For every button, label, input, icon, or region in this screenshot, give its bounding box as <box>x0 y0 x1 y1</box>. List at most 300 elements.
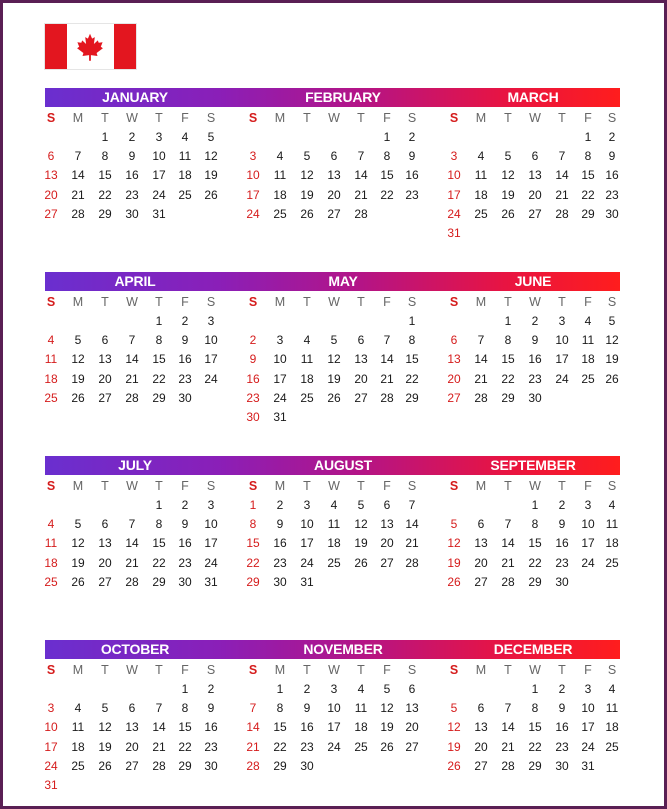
day-cell: 15 <box>528 720 542 734</box>
day-cell: 9 <box>408 149 416 163</box>
weekday-header: F <box>383 295 391 309</box>
day-cell: 12 <box>71 352 85 366</box>
weekday-header: S <box>407 111 417 125</box>
day-cell: 14 <box>501 536 515 550</box>
day-cell: 11 <box>273 168 287 182</box>
day-cell: 15 <box>273 720 287 734</box>
day-cell: 18 <box>178 168 192 182</box>
day-cell: 19 <box>204 168 218 182</box>
day-cell: 30 <box>125 207 139 221</box>
weekday-header: F <box>383 479 391 493</box>
day-cell: 9 <box>531 333 539 347</box>
day-cell: 16 <box>555 536 569 550</box>
day-cell: 4 <box>47 517 55 531</box>
day-cell: 14 <box>71 168 85 182</box>
day-cell: 14 <box>405 517 419 531</box>
weekday-header: F <box>584 295 592 309</box>
day-cell: 14 <box>125 352 139 366</box>
day-cell: 7 <box>408 498 416 512</box>
day-cell: 4 <box>74 701 82 715</box>
day-cell: 3 <box>249 149 257 163</box>
day-cell: 15 <box>178 720 192 734</box>
day-cell: 4 <box>181 130 189 144</box>
day-cell: 17 <box>204 536 218 550</box>
day-cell: 9 <box>558 517 566 531</box>
day-cell: 31 <box>44 778 58 792</box>
day-cell: 1 <box>249 498 257 512</box>
weekday-header: T <box>357 295 365 309</box>
day-cell: 29 <box>98 207 112 221</box>
day-cell: 2 <box>303 682 311 696</box>
weekday-header: F <box>181 663 189 677</box>
day-cell: 9 <box>249 352 257 366</box>
day-cell: 18 <box>327 536 341 550</box>
month-title: JULY <box>118 457 152 473</box>
day-cell: 13 <box>98 536 112 550</box>
day-cell: 9 <box>207 701 215 715</box>
day-cell: 23 <box>605 188 619 202</box>
day-cell: 19 <box>447 556 461 570</box>
day-cell: 16 <box>300 720 314 734</box>
canada-flag <box>44 23 137 70</box>
weekday-header: W <box>126 663 138 677</box>
day-cell: 19 <box>447 740 461 754</box>
day-cell: 28 <box>71 207 85 221</box>
day-cell: 1 <box>531 682 539 696</box>
day-cell: 7 <box>504 517 512 531</box>
day-cell: 20 <box>98 556 112 570</box>
day-cell: 24 <box>555 372 569 386</box>
day-cell: 12 <box>354 517 368 531</box>
weekday-header: S <box>46 663 56 677</box>
day-cell: 11 <box>474 168 488 182</box>
day-cell: 8 <box>584 149 592 163</box>
day-cell: 15 <box>98 168 112 182</box>
day-cell: 29 <box>528 759 542 773</box>
weekday-header: M <box>274 111 286 125</box>
day-cell: 20 <box>380 536 394 550</box>
day-cell: 12 <box>605 333 619 347</box>
weekday-header: M <box>475 479 487 493</box>
day-cell: 3 <box>276 333 284 347</box>
weekday-header: T <box>303 663 311 677</box>
day-cell: 30 <box>555 575 569 589</box>
day-cell: 21 <box>125 372 139 386</box>
weekday-header: T <box>357 479 365 493</box>
day-cell: 5 <box>504 149 512 163</box>
weekday-header: M <box>274 295 286 309</box>
weekday-header: T <box>504 479 512 493</box>
day-cell: 27 <box>327 207 341 221</box>
month-title: OCTOBER <box>100 641 170 657</box>
day-cell: 24 <box>246 207 260 221</box>
weekday-header: T <box>155 111 163 125</box>
weekday-header: T <box>558 295 566 309</box>
day-cell: 28 <box>152 759 166 773</box>
weekday-header: T <box>101 111 109 125</box>
day-cell: 28 <box>501 759 515 773</box>
day-cell: 24 <box>327 740 341 754</box>
day-cell: 29 <box>528 575 542 589</box>
weekday-header: S <box>206 111 216 125</box>
day-cell: 20 <box>447 372 461 386</box>
day-cell: 3 <box>558 314 566 328</box>
day-cell: 27 <box>474 759 488 773</box>
day-cell: 23 <box>273 556 287 570</box>
day-cell: 23 <box>246 391 260 405</box>
day-cell: 31 <box>273 410 287 424</box>
day-cell: 10 <box>204 333 218 347</box>
day-cell: 5 <box>608 314 616 328</box>
day-cell: 29 <box>405 391 419 405</box>
day-cell: 23 <box>555 740 569 754</box>
weekday-header: T <box>357 111 365 125</box>
day-cell: 18 <box>44 556 58 570</box>
day-cell: 17 <box>447 188 461 202</box>
day-cell: 29 <box>501 391 515 405</box>
day-cell: 28 <box>474 391 488 405</box>
day-cell: 6 <box>101 333 109 347</box>
day-cell: 9 <box>608 149 616 163</box>
day-cell: 8 <box>383 149 391 163</box>
day-cell: 3 <box>207 314 215 328</box>
day-cell: 6 <box>330 149 338 163</box>
day-cell: 17 <box>581 720 595 734</box>
month-title: MARCH <box>507 89 559 105</box>
day-cell: 28 <box>405 556 419 570</box>
weekday-header: F <box>181 295 189 309</box>
weekday-header: W <box>529 479 541 493</box>
day-cell: 9 <box>181 517 189 531</box>
day-cell: 24 <box>581 556 595 570</box>
day-cell: 16 <box>178 352 192 366</box>
day-cell: 7 <box>128 517 136 531</box>
weekday-header: W <box>126 295 138 309</box>
day-cell: 30 <box>605 207 619 221</box>
day-cell: 11 <box>605 701 619 715</box>
day-cell: 25 <box>605 740 619 754</box>
day-cell: 8 <box>504 333 512 347</box>
day-cell: 12 <box>327 352 341 366</box>
day-cell: 14 <box>246 720 260 734</box>
day-cell: 18 <box>605 720 619 734</box>
day-cell: 16 <box>273 536 287 550</box>
day-cell: 16 <box>405 168 419 182</box>
day-cell: 22 <box>152 372 166 386</box>
day-cell: 28 <box>354 207 368 221</box>
weekday-header: W <box>529 663 541 677</box>
day-cell: 28 <box>501 575 515 589</box>
day-cell: 13 <box>474 720 488 734</box>
day-cell: 11 <box>605 517 619 531</box>
day-cell: 28 <box>555 207 569 221</box>
weekday-header: S <box>407 663 417 677</box>
day-cell: 6 <box>357 333 365 347</box>
day-cell: 3 <box>47 701 55 715</box>
weekday-header: W <box>328 111 340 125</box>
day-cell: 28 <box>125 575 139 589</box>
day-cell: 11 <box>44 536 58 550</box>
day-cell: 9 <box>303 701 311 715</box>
day-cell: 20 <box>327 188 341 202</box>
flag-left-band <box>45 24 67 69</box>
day-cell: 2 <box>128 130 136 144</box>
day-cell: 3 <box>207 498 215 512</box>
day-cell: 11 <box>178 149 192 163</box>
day-cell: 13 <box>405 701 419 715</box>
weekday-header: W <box>328 479 340 493</box>
day-cell: 29 <box>581 207 595 221</box>
weekday-header: S <box>607 663 617 677</box>
day-cell: 27 <box>98 575 112 589</box>
day-cell: 11 <box>300 352 314 366</box>
month-title: AUGUST <box>314 457 372 473</box>
day-cell: 21 <box>71 188 85 202</box>
weekday-header: W <box>328 295 340 309</box>
weekday-header: S <box>46 111 56 125</box>
day-cell: 4 <box>608 498 616 512</box>
day-cell: 8 <box>155 517 163 531</box>
day-cell: 18 <box>71 740 85 754</box>
day-cell: 8 <box>155 333 163 347</box>
day-cell: 29 <box>273 759 287 773</box>
day-cell: 6 <box>450 333 458 347</box>
day-cell: 1 <box>531 498 539 512</box>
day-cell: 28 <box>246 759 260 773</box>
day-cell: 6 <box>477 517 485 531</box>
weekday-header: M <box>274 663 286 677</box>
day-cell: 13 <box>125 720 139 734</box>
day-cell: 19 <box>605 352 619 366</box>
day-cell: 5 <box>74 517 82 531</box>
day-cell: 22 <box>528 740 542 754</box>
weekday-header: T <box>357 663 365 677</box>
weekday-header: W <box>126 479 138 493</box>
day-cell: 24 <box>204 372 218 386</box>
day-cell: 10 <box>204 517 218 531</box>
day-cell: 16 <box>605 168 619 182</box>
weekday-header: T <box>155 479 163 493</box>
day-cell: 12 <box>380 701 394 715</box>
day-cell: 19 <box>98 740 112 754</box>
day-cell: 10 <box>246 168 260 182</box>
month-title: MAY <box>328 273 358 289</box>
day-cell: 7 <box>128 333 136 347</box>
day-cell: 2 <box>608 130 616 144</box>
day-cell: 19 <box>300 188 314 202</box>
month-title: SEPTEMBER <box>490 457 576 473</box>
day-cell: 20 <box>474 556 488 570</box>
day-cell: 17 <box>246 188 260 202</box>
weekday-header: T <box>504 295 512 309</box>
weekday-header: S <box>449 479 459 493</box>
day-cell: 18 <box>300 372 314 386</box>
day-cell: 16 <box>178 536 192 550</box>
day-cell: 12 <box>501 168 515 182</box>
weekday-header: S <box>449 295 459 309</box>
day-cell: 13 <box>354 352 368 366</box>
day-cell: 1 <box>504 314 512 328</box>
weekday-header: F <box>584 663 592 677</box>
day-cell: 12 <box>71 536 85 550</box>
weekday-header: M <box>72 479 84 493</box>
day-cell: 1 <box>101 130 109 144</box>
day-cell: 26 <box>71 391 85 405</box>
day-cell: 4 <box>584 314 592 328</box>
day-cell: 25 <box>327 556 341 570</box>
day-cell: 16 <box>555 720 569 734</box>
day-cell: 19 <box>354 536 368 550</box>
weekday-header: W <box>529 295 541 309</box>
day-cell: 19 <box>380 720 394 734</box>
weekday-header: S <box>248 111 258 125</box>
day-cell: 26 <box>71 575 85 589</box>
day-cell: 10 <box>581 701 595 715</box>
day-cell: 27 <box>98 391 112 405</box>
weekday-header: T <box>101 663 109 677</box>
day-cell: 25 <box>605 556 619 570</box>
day-cell: 25 <box>178 188 192 202</box>
day-cell: 8 <box>249 517 257 531</box>
day-cell: 15 <box>152 352 166 366</box>
day-cell: 2 <box>558 498 566 512</box>
day-cell: 26 <box>300 207 314 221</box>
day-cell: 15 <box>501 352 515 366</box>
day-cell: 23 <box>204 740 218 754</box>
day-cell: 26 <box>380 740 394 754</box>
day-cell: 21 <box>501 740 515 754</box>
day-cell: 26 <box>354 556 368 570</box>
weekday-header: S <box>407 479 417 493</box>
weekday-header: W <box>529 111 541 125</box>
day-cell: 5 <box>330 333 338 347</box>
day-cell: 24 <box>152 188 166 202</box>
day-cell: 17 <box>204 352 218 366</box>
day-cell: 11 <box>354 701 368 715</box>
day-cell: 18 <box>44 372 58 386</box>
day-cell: 29 <box>152 391 166 405</box>
weekday-header: S <box>248 479 258 493</box>
day-cell: 2 <box>408 130 416 144</box>
day-cell: 17 <box>300 536 314 550</box>
day-cell: 20 <box>44 188 58 202</box>
day-cell: 2 <box>249 333 257 347</box>
weekday-header: T <box>101 479 109 493</box>
weekday-header: S <box>449 663 459 677</box>
weekday-header: S <box>407 295 417 309</box>
day-cell: 30 <box>246 410 260 424</box>
day-cell: 4 <box>303 333 311 347</box>
day-cell: 21 <box>354 188 368 202</box>
day-cell: 14 <box>501 720 515 734</box>
day-cell: 5 <box>101 701 109 715</box>
day-cell: 6 <box>408 682 416 696</box>
day-cell: 17 <box>555 352 569 366</box>
day-cell: 6 <box>531 149 539 163</box>
day-cell: 19 <box>71 372 85 386</box>
weekday-header: M <box>475 295 487 309</box>
day-cell: 7 <box>477 333 485 347</box>
day-cell: 17 <box>152 168 166 182</box>
weekday-header: S <box>607 479 617 493</box>
day-cell: 20 <box>98 372 112 386</box>
weekday-header: S <box>206 663 216 677</box>
weekday-header: F <box>181 479 189 493</box>
day-cell: 4 <box>47 333 55 347</box>
day-cell: 15 <box>380 168 394 182</box>
day-cell: 12 <box>98 720 112 734</box>
day-cell: 22 <box>528 556 542 570</box>
day-cell: 8 <box>276 701 284 715</box>
weekday-header: F <box>383 111 391 125</box>
day-cell: 4 <box>357 682 365 696</box>
day-cell: 11 <box>581 333 595 347</box>
day-cell: 12 <box>300 168 314 182</box>
day-cell: 15 <box>405 352 419 366</box>
day-cell: 13 <box>474 536 488 550</box>
day-cell: 24 <box>300 556 314 570</box>
maple-leaf-icon <box>75 32 105 62</box>
day-cell: 3 <box>584 498 592 512</box>
weekday-header: T <box>155 663 163 677</box>
day-cell: 8 <box>531 701 539 715</box>
day-cell: 25 <box>354 740 368 754</box>
day-cell: 3 <box>155 130 163 144</box>
month-title: FEBRUARY <box>305 89 381 105</box>
weekday-header: S <box>46 295 56 309</box>
day-cell: 22 <box>581 188 595 202</box>
weekday-header: F <box>181 111 189 125</box>
day-cell: 13 <box>327 168 341 182</box>
day-cell: 9 <box>128 149 136 163</box>
day-cell: 7 <box>383 333 391 347</box>
day-cell: 26 <box>204 188 218 202</box>
weekday-header: T <box>155 295 163 309</box>
weekday-header: S <box>206 479 216 493</box>
day-cell: 9 <box>181 333 189 347</box>
day-cell: 23 <box>178 372 192 386</box>
weekday-header: M <box>274 479 286 493</box>
day-cell: 16 <box>528 352 542 366</box>
day-cell: 1 <box>276 682 284 696</box>
day-cell: 19 <box>327 372 341 386</box>
month-title: NOVEMBER <box>303 641 383 657</box>
day-cell: 23 <box>300 740 314 754</box>
day-cell: 3 <box>584 682 592 696</box>
day-cell: 22 <box>273 740 287 754</box>
day-cell: 23 <box>528 372 542 386</box>
day-cell: 21 <box>555 188 569 202</box>
day-cell: 17 <box>273 372 287 386</box>
day-cell: 17 <box>44 740 58 754</box>
day-cell: 8 <box>101 149 109 163</box>
weekday-header: S <box>46 479 56 493</box>
day-cell: 25 <box>44 391 58 405</box>
day-cell: 8 <box>408 333 416 347</box>
day-cell: 27 <box>447 391 461 405</box>
weekday-header: S <box>248 663 258 677</box>
weekday-header: T <box>504 663 512 677</box>
day-cell: 26 <box>98 759 112 773</box>
day-cell: 10 <box>555 333 569 347</box>
day-cell: 8 <box>181 701 189 715</box>
day-cell: 10 <box>447 168 461 182</box>
day-cell: 2 <box>207 682 215 696</box>
day-cell: 25 <box>71 759 85 773</box>
day-cell: 21 <box>474 372 488 386</box>
day-cell: 21 <box>125 556 139 570</box>
day-cell: 22 <box>98 188 112 202</box>
